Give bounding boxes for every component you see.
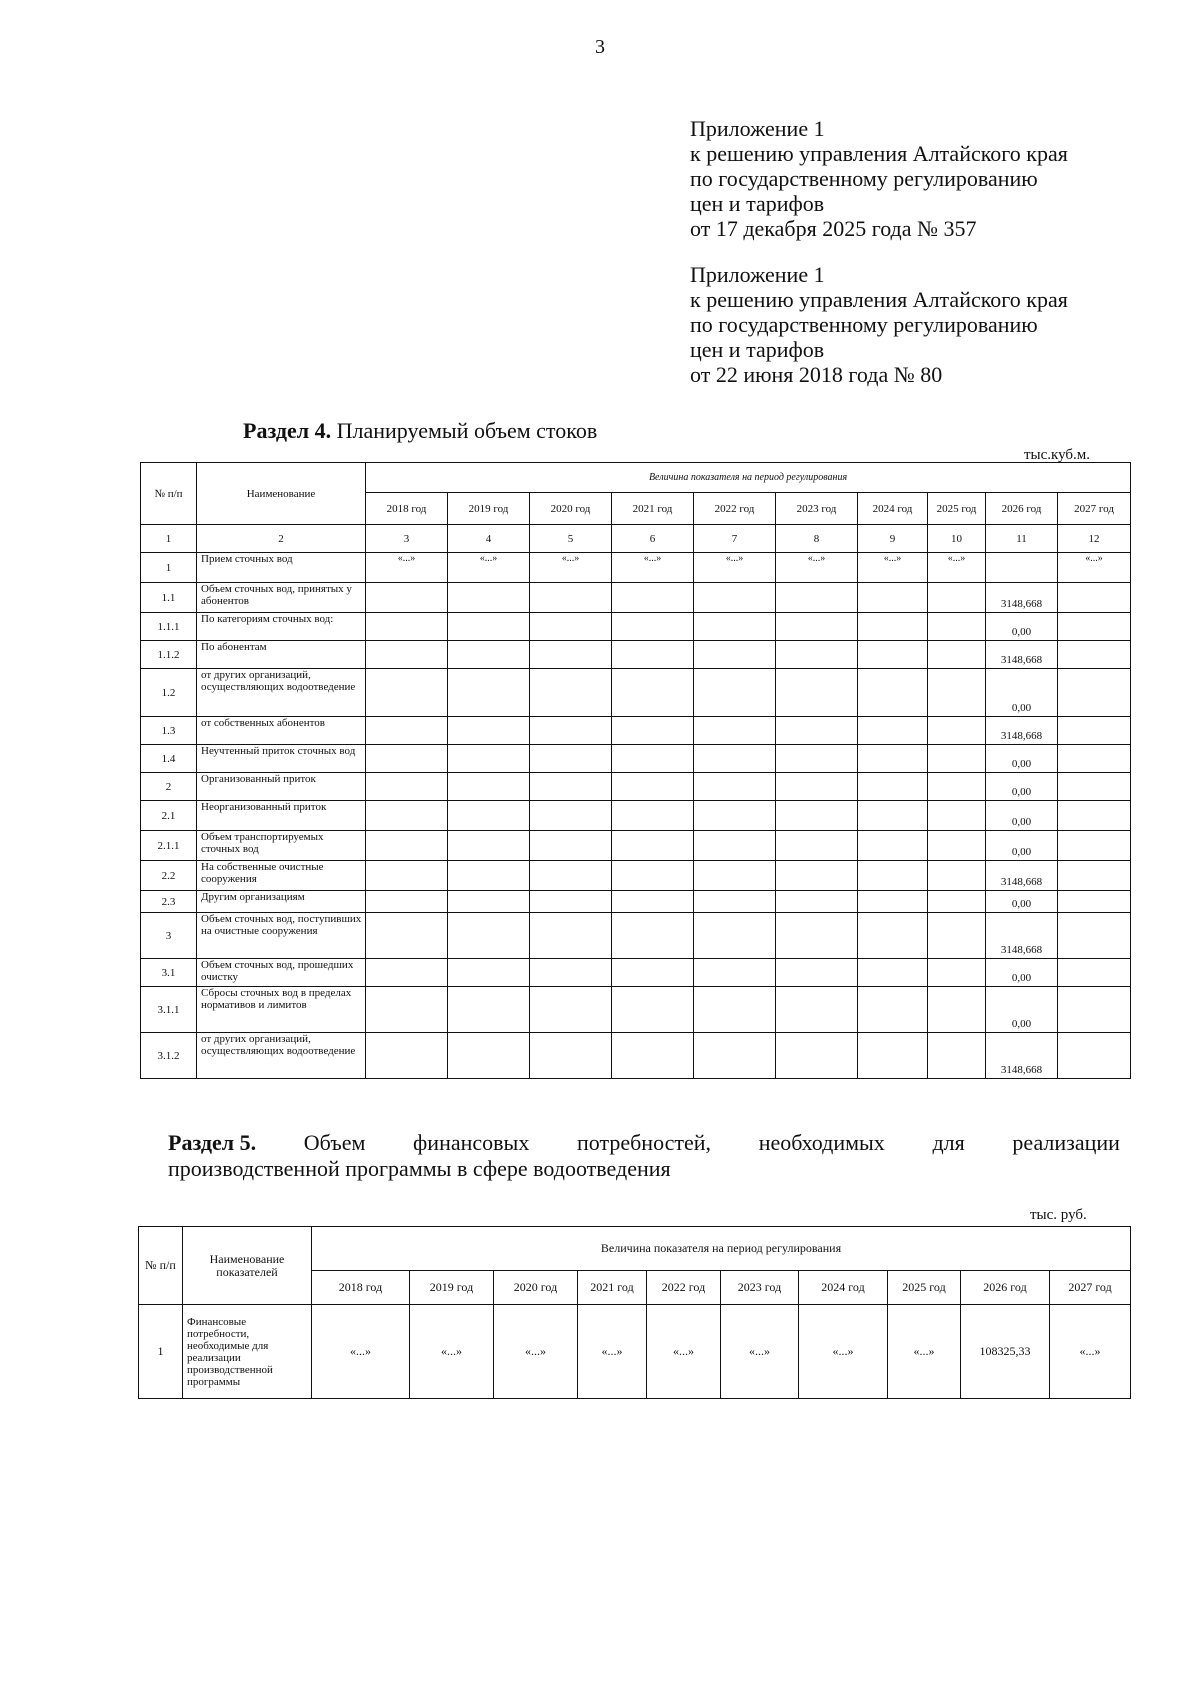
value-empty: [366, 717, 448, 745]
value-empty: [858, 891, 928, 913]
value-empty: [776, 861, 858, 891]
year-header: 2026 год: [986, 493, 1058, 525]
value-empty: [366, 1033, 448, 1079]
year-header: 2027 год: [1050, 1271, 1131, 1305]
value-empty: [1058, 913, 1131, 959]
year-header: 2020 год: [494, 1271, 578, 1305]
row-value: «...»: [647, 1305, 721, 1399]
table-row: [141, 613, 1131, 641]
table-row: [141, 745, 1131, 773]
value-empty: [928, 891, 986, 913]
value-2026: 3148,668: [986, 717, 1058, 745]
value-empty: [1058, 987, 1131, 1033]
value-empty: [928, 987, 986, 1033]
value-empty: [1058, 891, 1131, 913]
year-header: 2025 год: [888, 1271, 961, 1305]
table-row: [141, 861, 1131, 891]
header-name: Наименование: [197, 463, 366, 525]
year-header: 2019 год: [410, 1271, 494, 1305]
value-empty: [612, 583, 694, 613]
value-empty: [776, 987, 858, 1033]
value-empty: [858, 773, 928, 801]
value-empty: [612, 913, 694, 959]
value-empty: [858, 745, 928, 773]
row-name: Другим организациям: [197, 891, 366, 913]
value-empty: [448, 1033, 530, 1079]
value-empty: [1058, 1033, 1131, 1079]
column-number: 1: [141, 525, 197, 553]
value-empty: [448, 891, 530, 913]
value-empty: [448, 861, 530, 891]
value-empty: [530, 987, 612, 1033]
value-empty: [1058, 745, 1131, 773]
value-empty: [776, 959, 858, 987]
header-name: Наименование показателей: [183, 1227, 312, 1305]
value-2026: 0,00: [986, 773, 1058, 801]
table-row: [141, 891, 1131, 913]
value-empty: [694, 861, 776, 891]
value-empty: [366, 831, 448, 861]
row-name: Финансовые потребности, необходимые для реализации производственной программы: [183, 1305, 312, 1399]
value-empty: [366, 613, 448, 641]
header-num: № п/п: [139, 1227, 183, 1305]
year-header: 2022 год: [694, 493, 776, 525]
column-number: 11: [986, 525, 1058, 553]
appendix-line: Приложение 1: [690, 262, 825, 287]
appendix-line: Приложение 1: [690, 116, 825, 141]
value-empty: [928, 861, 986, 891]
row-value: 108325,33: [961, 1305, 1050, 1399]
row-number: 2.1: [141, 801, 197, 831]
value-empty: [694, 913, 776, 959]
row-name: По абонентам: [197, 641, 366, 669]
value-placeholder: «...»: [776, 553, 858, 583]
row-number: 2.3: [141, 891, 197, 913]
value-empty: [928, 831, 986, 861]
value-empty: [366, 959, 448, 987]
value-2026: 0,00: [986, 987, 1058, 1033]
section4-title: Планируемый объем стоков: [336, 418, 598, 443]
column-number: 4: [448, 525, 530, 553]
value-empty: [1058, 831, 1131, 861]
table-row: [141, 959, 1131, 987]
page-number: 3: [595, 36, 605, 58]
value-empty: [776, 801, 858, 831]
appendix-line: от 22 июня 2018 года № 80: [690, 362, 943, 387]
table-row: [141, 669, 1131, 717]
section5-title-word: реализации: [1012, 1130, 1120, 1155]
table-row: [141, 987, 1131, 1033]
value-empty: [530, 745, 612, 773]
value-empty: [448, 613, 530, 641]
value-empty: [694, 717, 776, 745]
appendix-line: цен и тарифов: [690, 337, 825, 362]
section5-title-word: Объем: [303, 1130, 366, 1155]
value-empty: [530, 1033, 612, 1079]
row-number: 1: [141, 553, 197, 583]
year-header: 2022 год: [647, 1271, 721, 1305]
value-empty: [448, 959, 530, 987]
value-empty: [530, 717, 612, 745]
value-empty: [530, 613, 612, 641]
row-name: Объем сточных вод, принятых у абонентов: [197, 583, 366, 613]
value-empty: [694, 891, 776, 913]
value-empty: [366, 745, 448, 773]
value-2026: 0,00: [986, 669, 1058, 717]
section5-label: Раздел 5.: [168, 1130, 257, 1155]
value-empty: [776, 831, 858, 861]
value-empty: [448, 717, 530, 745]
year-header: 2019 год: [448, 493, 530, 525]
value-empty: [366, 641, 448, 669]
value-empty: [858, 641, 928, 669]
value-empty: [1058, 583, 1131, 613]
year-header: 2027 год: [1058, 493, 1131, 525]
value-2026: 0,00: [986, 831, 1058, 861]
value-empty: [530, 913, 612, 959]
value-empty: [694, 641, 776, 669]
appendix-block-current: [690, 116, 1068, 241]
header-num: № п/п: [141, 463, 197, 525]
value-empty: [1058, 641, 1131, 669]
section5-title-word: потребностей,: [576, 1130, 712, 1155]
row-name: от других организаций, осуществляющих водоотведение: [197, 1033, 366, 1079]
row-number: 3: [141, 913, 197, 959]
row-value: «...»: [721, 1305, 799, 1399]
appendix-line: к решению управления Алтайского края: [690, 287, 1068, 312]
year-header: 2026 год: [961, 1271, 1050, 1305]
value-empty: [448, 801, 530, 831]
row-value: «...»: [1050, 1305, 1131, 1399]
value-empty: [928, 613, 986, 641]
year-header: 2020 год: [530, 493, 612, 525]
section4-unit: тыс.куб.м.: [1024, 447, 1091, 463]
year-header: 2023 год: [776, 493, 858, 525]
row-number: 3.1.2: [141, 1033, 197, 1079]
value-placeholder: «...»: [612, 553, 694, 583]
value-empty: [776, 641, 858, 669]
column-number: 10: [928, 525, 986, 553]
value-empty: [612, 641, 694, 669]
table-row: [141, 801, 1131, 831]
value-2026: 3148,668: [986, 1033, 1058, 1079]
value-empty: [858, 987, 928, 1033]
value-placeholder: «...»: [1058, 553, 1131, 583]
value-empty: [1058, 669, 1131, 717]
value-empty: [928, 913, 986, 959]
value-empty: [448, 913, 530, 959]
section4-label: Раздел 4.: [243, 418, 332, 443]
section5-title-line2: производственной программы в сфере водоотведения: [168, 1156, 671, 1181]
value-empty: [366, 987, 448, 1033]
value-empty: [858, 861, 928, 891]
row-name: от других организаций, осуществляющих водоотведение: [197, 669, 366, 717]
section5-title-word: для: [932, 1130, 965, 1155]
value-empty: [612, 959, 694, 987]
value-empty: [612, 773, 694, 801]
row-number: 1.4: [141, 745, 197, 773]
section5-table: [138, 1226, 1131, 1399]
value-empty: [612, 613, 694, 641]
row-name: Прием сточных вод: [197, 553, 366, 583]
value-empty: [776, 717, 858, 745]
row-name: На собственные очистные сооружения: [197, 861, 366, 891]
row-value: «...»: [888, 1305, 961, 1399]
column-number: 7: [694, 525, 776, 553]
row-number: 2.1.1: [141, 831, 197, 861]
row-name: Неорганизованный приток: [197, 801, 366, 831]
value-empty: [928, 745, 986, 773]
value-empty: [612, 861, 694, 891]
value-empty: [530, 861, 612, 891]
header-period: Величина показателя на период регулирования: [312, 1227, 1131, 1271]
value-empty: [776, 913, 858, 959]
table-row: [141, 773, 1131, 801]
value-empty: [776, 613, 858, 641]
table-row: [141, 641, 1131, 669]
section4-heading: [243, 418, 597, 444]
section5-title-word: финансовых: [413, 1130, 530, 1155]
year-header: 2021 год: [578, 1271, 647, 1305]
row-number: 2.2: [141, 861, 197, 891]
value-empty: [694, 987, 776, 1033]
value-empty: [858, 1033, 928, 1079]
value-empty: [694, 801, 776, 831]
year-header: 2024 год: [858, 493, 928, 525]
value-empty: [694, 1033, 776, 1079]
column-number: 3: [366, 525, 448, 553]
appendix-line: к решению управления Алтайского края: [690, 141, 1068, 166]
value-empty: [612, 801, 694, 831]
value-empty: [366, 891, 448, 913]
value-empty: [858, 583, 928, 613]
value-2026: 3148,668: [986, 861, 1058, 891]
value-placeholder: «...»: [530, 553, 612, 583]
value-empty: [530, 891, 612, 913]
value-empty: [366, 669, 448, 717]
column-number: 8: [776, 525, 858, 553]
column-number: 12: [1058, 525, 1131, 553]
row-number: 3.1.1: [141, 987, 197, 1033]
table-row: [141, 1033, 1131, 1079]
year-header: 2021 год: [612, 493, 694, 525]
column-number: 6: [612, 525, 694, 553]
year-header: 2023 год: [721, 1271, 799, 1305]
value-placeholder: «...»: [928, 553, 986, 583]
value-empty: [366, 913, 448, 959]
section4-table: [140, 462, 1131, 1079]
year-header: 2018 год: [312, 1271, 410, 1305]
value-empty: [448, 641, 530, 669]
row-number: 1.1: [141, 583, 197, 613]
value-empty: [858, 831, 928, 861]
section5-heading: [168, 1130, 1120, 1182]
value-empty: [612, 717, 694, 745]
row-name: Объем сточных вод, прошедших очистку: [197, 959, 366, 987]
value-empty: [530, 959, 612, 987]
row-number: 1.2: [141, 669, 197, 717]
value-placeholder: «...»: [858, 553, 928, 583]
value-empty: [858, 959, 928, 987]
value-empty: [612, 831, 694, 861]
header-period: Величина показателя на период регулирования: [366, 463, 1131, 493]
value-empty: [776, 669, 858, 717]
row-name: от собственных абонентов: [197, 717, 366, 745]
value-empty: [612, 745, 694, 773]
value-empty: [448, 831, 530, 861]
table-row: [139, 1305, 1131, 1399]
column-number: 9: [858, 525, 928, 553]
row-number: 1.1.1: [141, 613, 197, 641]
value-empty: [858, 717, 928, 745]
row-number: 1: [139, 1305, 183, 1399]
table-row: [141, 553, 1131, 583]
value-empty: [1058, 959, 1131, 987]
row-value: «...»: [494, 1305, 578, 1399]
table-row: [141, 717, 1131, 745]
table-row: [141, 831, 1131, 861]
value-2026: 3148,668: [986, 913, 1058, 959]
appendix-block-original: [690, 262, 1068, 387]
section5-unit: тыс. руб.: [1030, 1207, 1087, 1223]
value-2026: 0,00: [986, 891, 1058, 913]
value-2026: 0,00: [986, 613, 1058, 641]
value-empty: [694, 613, 776, 641]
value-empty: [530, 773, 612, 801]
value-2026: 0,00: [986, 801, 1058, 831]
value-empty: [694, 831, 776, 861]
value-empty: [776, 773, 858, 801]
row-number: 1.1.2: [141, 641, 197, 669]
value-empty: [776, 1033, 858, 1079]
value-empty: [366, 801, 448, 831]
value-empty: [612, 891, 694, 913]
row-number: 3.1: [141, 959, 197, 987]
year-header: 2024 год: [799, 1271, 888, 1305]
appendix-line: по государственному регулированию: [690, 166, 1038, 191]
appendix-line: по государственному регулированию: [690, 312, 1038, 337]
value-empty: [448, 669, 530, 717]
value-empty: [858, 801, 928, 831]
table-row: [141, 913, 1131, 959]
value-2026: 0,00: [986, 959, 1058, 987]
appendix-line: от 17 декабря 2025 года № 357: [690, 216, 977, 241]
value-placeholder: «...»: [366, 553, 448, 583]
year-header: 2025 год: [928, 493, 986, 525]
value-empty: [612, 669, 694, 717]
value-empty: [530, 641, 612, 669]
value-empty: [612, 1033, 694, 1079]
value-2026: [986, 553, 1058, 583]
value-empty: [448, 745, 530, 773]
row-number: 2: [141, 773, 197, 801]
value-empty: [928, 959, 986, 987]
value-empty: [530, 831, 612, 861]
value-empty: [694, 583, 776, 613]
value-empty: [1058, 773, 1131, 801]
value-empty: [694, 669, 776, 717]
value-empty: [928, 717, 986, 745]
value-empty: [530, 801, 612, 831]
table-row: [141, 583, 1131, 613]
value-empty: [448, 987, 530, 1033]
value-empty: [366, 861, 448, 891]
value-empty: [694, 773, 776, 801]
value-empty: [1058, 613, 1131, 641]
section5-title-word: необходимых: [758, 1130, 885, 1155]
value-empty: [776, 583, 858, 613]
value-empty: [448, 583, 530, 613]
value-empty: [366, 773, 448, 801]
column-number: 2: [197, 525, 366, 553]
row-value: «...»: [799, 1305, 888, 1399]
value-placeholder: «...»: [448, 553, 530, 583]
value-empty: [858, 669, 928, 717]
value-empty: [776, 891, 858, 913]
value-empty: [928, 583, 986, 613]
value-empty: [694, 959, 776, 987]
row-name: Объем сточных вод, поступивших на очистные сооружения: [197, 913, 366, 959]
row-name: Сбросы сточных вод в пределах нормативов и лимитов: [197, 987, 366, 1033]
row-value: «...»: [578, 1305, 647, 1399]
value-empty: [1058, 861, 1131, 891]
value-empty: [612, 987, 694, 1033]
value-empty: [928, 801, 986, 831]
column-number: 5: [530, 525, 612, 553]
year-header: 2018 год: [366, 493, 448, 525]
row-name: Объем транспортируемых сточных вод: [197, 831, 366, 861]
value-2026: 3148,668: [986, 641, 1058, 669]
value-empty: [928, 1033, 986, 1079]
value-empty: [1058, 717, 1131, 745]
value-empty: [530, 669, 612, 717]
row-value: «...»: [312, 1305, 410, 1399]
value-2026: 0,00: [986, 745, 1058, 773]
row-name: Неучтенный приток сточных вод: [197, 745, 366, 773]
value-empty: [928, 641, 986, 669]
value-empty: [366, 583, 448, 613]
value-empty: [448, 773, 530, 801]
value-empty: [776, 745, 858, 773]
row-name: По категориям сточных вод:: [197, 613, 366, 641]
row-value: «...»: [410, 1305, 494, 1399]
value-empty: [858, 613, 928, 641]
value-placeholder: «...»: [694, 553, 776, 583]
appendix-line: цен и тарифов: [690, 191, 825, 216]
row-name: Организованный приток: [197, 773, 366, 801]
value-empty: [928, 669, 986, 717]
value-empty: [928, 773, 986, 801]
value-empty: [1058, 801, 1131, 831]
row-number: 1.3: [141, 717, 197, 745]
value-empty: [530, 583, 612, 613]
value-empty: [694, 745, 776, 773]
value-empty: [858, 913, 928, 959]
value-2026: 3148,668: [986, 583, 1058, 613]
